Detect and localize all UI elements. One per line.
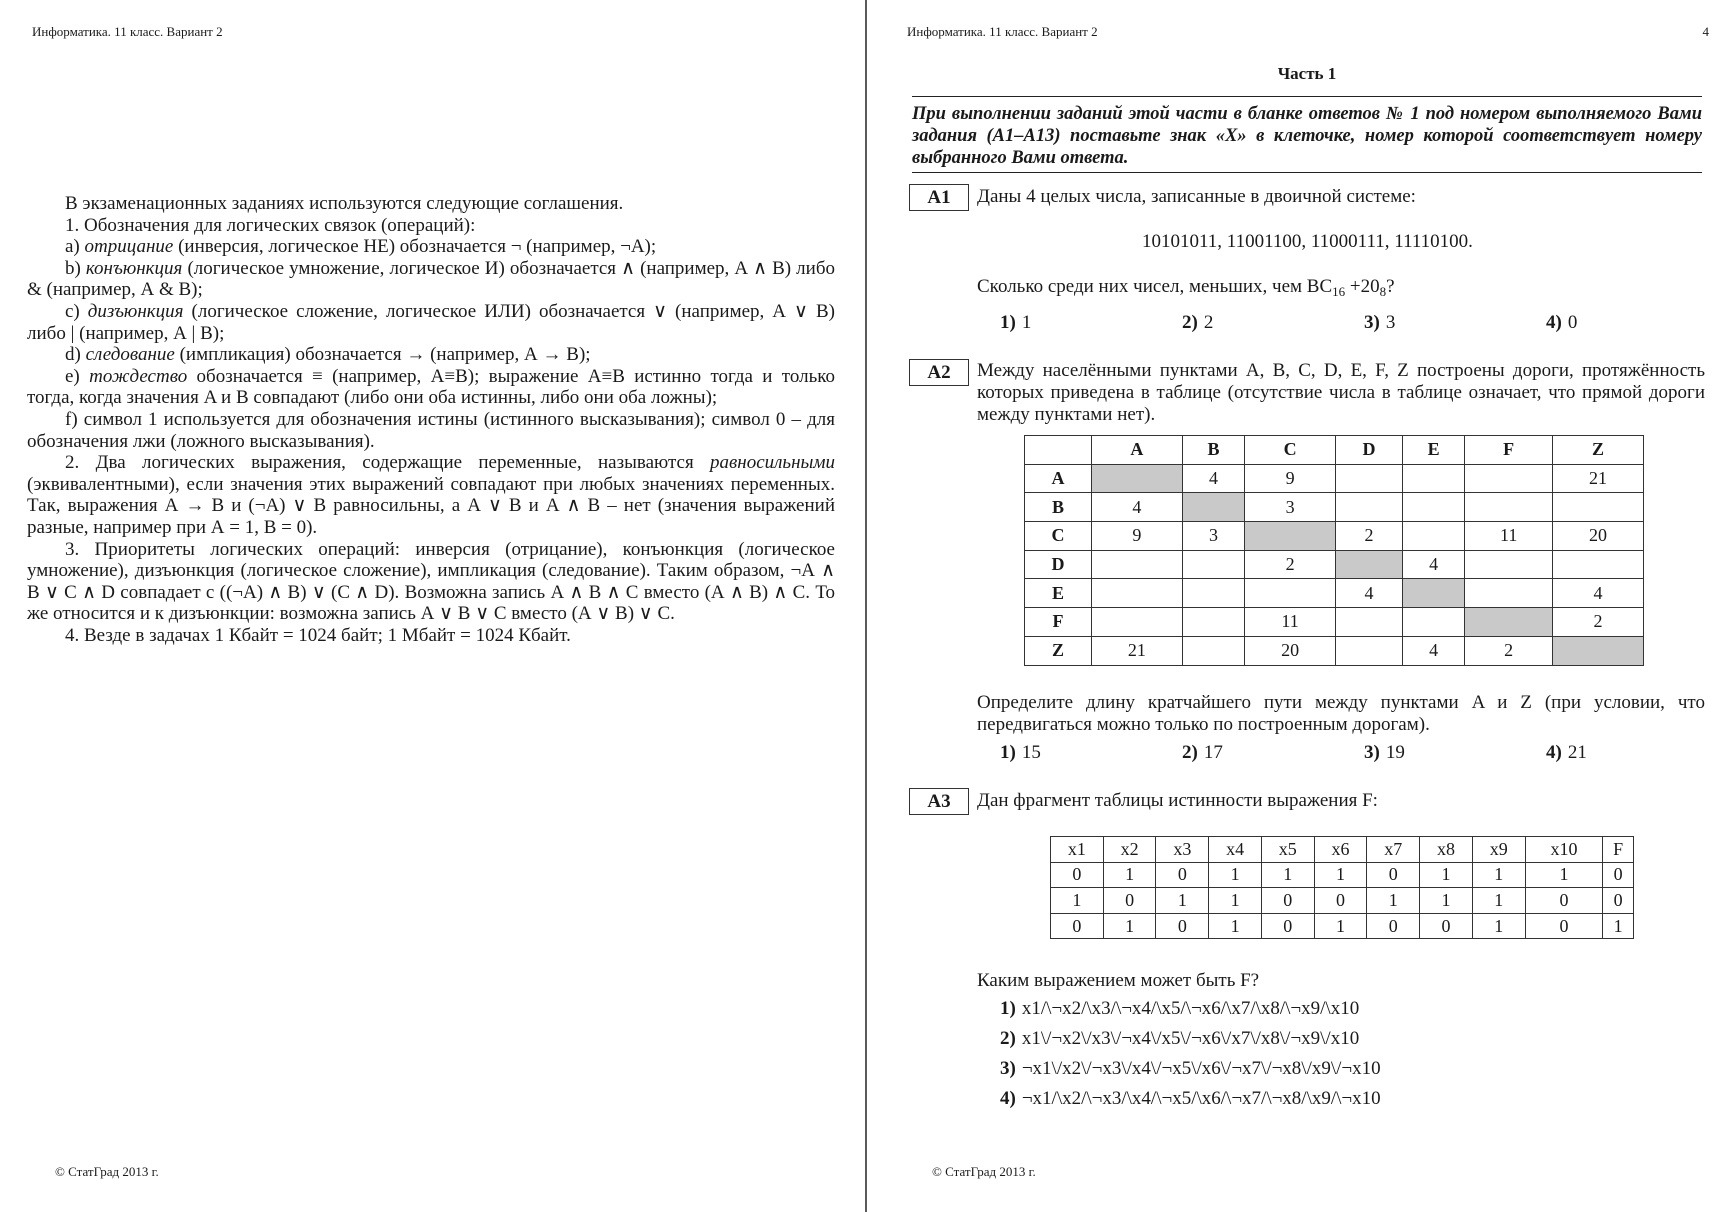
- distance-cell-diagonal: [1553, 636, 1644, 665]
- truth-cell: 0: [1603, 862, 1634, 888]
- truth-col-header: x8: [1420, 837, 1473, 863]
- truth-cell: 1: [1420, 888, 1473, 914]
- a3-option-4[interactable]: 4) ¬x1/\x2/\¬x3/\x4/\¬x5/\x6/\¬x7/\¬x8/\x9/\¬x10: [1000, 1088, 1381, 1109]
- distance-cell: 2: [1245, 550, 1336, 579]
- truth-cell: 1: [1261, 862, 1314, 888]
- distance-col-header: F: [1465, 436, 1553, 465]
- distance-col-header: D: [1336, 436, 1403, 465]
- truth-cell: 0: [1051, 913, 1104, 939]
- truth-cell: 0: [1525, 913, 1603, 939]
- a1-option-2[interactable]: 2) 2: [1182, 312, 1214, 333]
- distance-cell-diagonal: [1091, 464, 1182, 493]
- truth-cell: 1: [1051, 888, 1104, 914]
- distance-cell: 3: [1245, 493, 1336, 522]
- distance-cell: [1182, 550, 1244, 579]
- distance-cell: 9: [1091, 522, 1182, 551]
- a2-option-3[interactable]: 3) 19: [1364, 742, 1405, 763]
- distance-cell: 2: [1553, 608, 1644, 637]
- distance-cell: 3: [1182, 522, 1244, 551]
- a1-question: Сколько среди них чисел, меньших, чем $BC_{16} +20_8$?: [977, 276, 1395, 299]
- distance-cell: [1403, 522, 1465, 551]
- a2-option-1[interactable]: 1) 15: [1000, 742, 1041, 763]
- right-running-header: Информатика. 11 класс. Вариант 2: [907, 24, 1098, 39]
- distance-cell: [1465, 464, 1553, 493]
- distance-row-header: B: [1025, 493, 1092, 522]
- convention-4: 4. Везде в задачах 1 Кбайт = 1024 байт; 1 Мбайт = 1024 Кбайт.: [65, 624, 571, 646]
- distance-table-row: [1025, 636, 1644, 665]
- truth-cell: 0: [1261, 913, 1314, 939]
- truth-cell: 1: [1209, 888, 1262, 914]
- truth-col-header: x2: [1103, 837, 1156, 863]
- a1-option-4[interactable]: 4) 0: [1546, 312, 1578, 333]
- distance-col-header: E: [1403, 436, 1465, 465]
- truth-cell: 0: [1314, 888, 1367, 914]
- truth-cell: 0: [1261, 888, 1314, 914]
- truth-col-header: x9: [1472, 837, 1525, 863]
- truth-cell: 1: [1367, 888, 1420, 914]
- convention-e: e) тождество обозначается ≡ (например, A≡B); выражение A≡B истинно тогда и только тогда, когда значения A и B совпадают (либо они оба истинны, либо они оба ложны);: [27, 365, 835, 409]
- a2-text: Между населёнными пунктами A, B, C, D, E, F, Z построены дороги, протяжённость которых приведена в таблице (отсутствие числа в таблице означает, что прямой дороги между пунктами нет).: [977, 360, 1705, 425]
- distance-table-corner: [1025, 436, 1092, 465]
- distance-table-row: [1025, 550, 1644, 579]
- convention-f: f) символ 1 используется для обозначения истины (истинного высказывания); символ 0 – для обозначения лжи (ложного высказывания).: [27, 408, 835, 452]
- distance-cell: 21: [1553, 464, 1644, 493]
- truth-cell: 0: [1051, 862, 1104, 888]
- left-running-header: Информатика. 11 класс. Вариант 2: [32, 24, 223, 39]
- distance-cell: [1465, 550, 1553, 579]
- distance-row-header: F: [1025, 608, 1092, 637]
- distance-cell: [1091, 608, 1182, 637]
- distance-cell: [1553, 493, 1644, 522]
- page-number: 4: [1702, 24, 1709, 39]
- a3-text: Дан фрагмент таблицы истинности выражения F:: [977, 790, 1378, 811]
- distance-row-header: C: [1025, 522, 1092, 551]
- distance-cell: 4: [1553, 579, 1644, 608]
- distance-cell: [1403, 464, 1465, 493]
- distance-col-header: B: [1182, 436, 1244, 465]
- truth-col-header: x1: [1051, 837, 1104, 863]
- convention-1: 1. Обозначения для логических связок (операций):: [65, 214, 476, 236]
- truth-cell: 1: [1603, 913, 1634, 939]
- distance-cell: [1336, 464, 1403, 493]
- part-title: Часть 1: [1277, 64, 1337, 83]
- distance-col-header: C: [1245, 436, 1336, 465]
- distance-cell: [1553, 550, 1644, 579]
- distance-row-header: E: [1025, 579, 1092, 608]
- truth-cell: 1: [1420, 862, 1473, 888]
- truth-cell: 1: [1314, 862, 1367, 888]
- distance-cell: 20: [1553, 522, 1644, 551]
- distance-table-row: [1025, 579, 1644, 608]
- truth-cell: 0: [1525, 888, 1603, 914]
- distance-cell: [1245, 579, 1336, 608]
- a1-option-3[interactable]: 3) 3: [1364, 312, 1396, 333]
- distance-cell: 4: [1336, 579, 1403, 608]
- truth-col-header: x6: [1314, 837, 1367, 863]
- distance-cell: 4: [1182, 464, 1244, 493]
- truth-col-header: F: [1603, 837, 1634, 863]
- distance-cell: 4: [1403, 550, 1465, 579]
- a1-text: Даны 4 целых числа, записанные в двоичной системе:: [977, 186, 1416, 207]
- truth-cell: 0: [1156, 913, 1209, 939]
- distance-table-row: [1025, 522, 1644, 551]
- truth-cell: 0: [1156, 862, 1209, 888]
- left-footer: © СтатГрад 2013 г.: [55, 1164, 159, 1179]
- truth-cell: 1: [1472, 888, 1525, 914]
- a3-option-3[interactable]: 3) ¬x1\/x2\/¬x3\/x4\/¬x5\/x6\/¬x7\/¬x8\/x9\/¬x10: [1000, 1058, 1381, 1079]
- task-label-a3: A3: [909, 788, 969, 815]
- convention-c: c) дизъюнкция (логическое сложение, логическое ИЛИ) обозначается ∨ (например, А ∨ В) либо | (например, А | В);: [27, 300, 835, 344]
- conventions-section: [27, 193, 835, 646]
- truth-col-header: x5: [1261, 837, 1314, 863]
- truth-table-row: [1051, 862, 1634, 888]
- distance-cell: [1403, 608, 1465, 637]
- distance-cell: [1336, 608, 1403, 637]
- truth-table-row: [1051, 913, 1634, 939]
- distance-cell: 11: [1465, 522, 1553, 551]
- a3-option-2[interactable]: 2) x1\/¬x2\/x3\/¬x4\/x5\/¬x6\/x7\/x8\/¬x9\/x10: [1000, 1028, 1360, 1049]
- truth-cell: 1: [1103, 862, 1156, 888]
- distance-cell: 4: [1091, 493, 1182, 522]
- truth-cell: 0: [1603, 888, 1634, 914]
- truth-cell: 1: [1472, 862, 1525, 888]
- distance-cell-diagonal: [1245, 522, 1336, 551]
- distance-cell: 2: [1465, 636, 1553, 665]
- distance-cell: 4: [1403, 636, 1465, 665]
- task-label-a1: A1: [909, 184, 969, 211]
- truth-cell: 0: [1420, 913, 1473, 939]
- truth-table-header-row: [1051, 837, 1634, 863]
- truth-table-row: [1051, 888, 1634, 914]
- truth-cell: 0: [1367, 913, 1420, 939]
- distance-table: [1024, 435, 1644, 666]
- distance-cell: 9: [1245, 464, 1336, 493]
- truth-table: [1050, 836, 1634, 939]
- distance-cell-diagonal: [1336, 550, 1403, 579]
- a1-option-1[interactable]: 1) 1: [1000, 312, 1032, 333]
- truth-col-header: x3: [1156, 837, 1209, 863]
- distance-cell: [1465, 579, 1553, 608]
- distance-table-header-row: [1025, 436, 1644, 465]
- convention-d: d) следование (импликация) обозначается → (например, А → В);: [65, 344, 591, 366]
- conventions-intro: В экзаменационных заданиях используются следующие соглашения.: [65, 193, 624, 214]
- a3-option-1[interactable]: 1) x1/\¬x2/\x3/\¬x4/\x5/\¬x6/\x7/\x8/\¬x9/\x10: [1000, 998, 1360, 1019]
- distance-cell: 11: [1245, 608, 1336, 637]
- distance-cell-diagonal: [1403, 579, 1465, 608]
- a2-option-4[interactable]: 4) 21: [1546, 742, 1587, 763]
- convention-3: 3. Приоритеты логических операций: инверсия (отрицание), конъюнкция (логическое умножение), дизъюнкция (логическое сложение), импликация (следование). Таким образом, ¬А ∧ В ∨ С ∧ D совпадает с ((¬А) ∧ В) ∨ (С ∧ D). Возможна запись А ∧ В ∧ С вместо (А ∧ В) ∧ С. То же относится и к дизъюнкции: возможна запись А ∨ В ∨ С вместо (А ∨ В) ∨ С.: [27, 538, 835, 625]
- distance-cell: [1465, 493, 1553, 522]
- distance-cell: [1182, 579, 1244, 608]
- convention-a: a) отрицание (инверсия, логическое НЕ) обозначается ¬ (например, ¬А);: [65, 236, 657, 258]
- truth-cell: 1: [1209, 862, 1262, 888]
- distance-cell-diagonal: [1465, 608, 1553, 637]
- truth-cell: 0: [1103, 888, 1156, 914]
- distance-cell: [1336, 493, 1403, 522]
- truth-cell: 1: [1525, 862, 1603, 888]
- truth-col-header: x7: [1367, 837, 1420, 863]
- a1-numbers: 10101011, 11001100, 11000111, 11110100.: [1142, 231, 1473, 252]
- distance-cell-diagonal: [1182, 493, 1244, 522]
- truth-cell: 1: [1472, 913, 1525, 939]
- distance-cell: 21: [1091, 636, 1182, 665]
- bottom-rule: [912, 172, 1702, 173]
- distance-cell: [1182, 636, 1244, 665]
- truth-cell: 0: [1367, 862, 1420, 888]
- top-rule: [912, 96, 1702, 97]
- distance-table-row: [1025, 608, 1644, 637]
- distance-cell: 20: [1245, 636, 1336, 665]
- distance-table-row: [1025, 464, 1644, 493]
- distance-cell: [1091, 579, 1182, 608]
- convention-b: b) конъюнкция (логическое умножение, логическое И) обозначается ∧ (например, А ∧ В) либо & (например, А & В);: [27, 257, 835, 301]
- distance-col-header: Z: [1553, 436, 1644, 465]
- distance-cell: [1403, 493, 1465, 522]
- distance-cell: [1336, 636, 1403, 665]
- distance-cell: [1091, 550, 1182, 579]
- truth-col-header: x10: [1525, 837, 1603, 863]
- distance-cell: 2: [1336, 522, 1403, 551]
- distance-row-header: Z: [1025, 636, 1092, 665]
- a2-question: Определите длину кратчайшего пути между пунктами A и Z (при условии, что передвигаться можно только по построенным дорогам).: [977, 692, 1705, 735]
- distance-row-header: D: [1025, 550, 1092, 579]
- a2-option-2[interactable]: 2) 17: [1182, 742, 1223, 763]
- task-label-a2: A2: [909, 359, 969, 386]
- truth-cell: 1: [1209, 913, 1262, 939]
- truth-col-header: x4: [1209, 837, 1262, 863]
- distance-col-header: A: [1091, 436, 1182, 465]
- convention-2: 2. Два логических выражения, содержащие переменные, называются равносильными (эквивалентными), если значения этих выражений совпадают при любых значениях переменных. Так, выражения А → В и (¬А) ∨ В равносильны, а А ∨ В и А ∧ В – нет (значения выражений разные, например при А = 1, В = 0).: [27, 452, 835, 538]
- distance-cell: [1182, 608, 1244, 637]
- truth-cell: 1: [1156, 888, 1209, 914]
- truth-cell: 1: [1314, 913, 1367, 939]
- distance-table-row: [1025, 493, 1644, 522]
- truth-cell: 1: [1103, 913, 1156, 939]
- distance-row-header: A: [1025, 464, 1092, 493]
- instructions: При выполнении заданий этой части в бланке ответов № 1 под номером выполняемого Вами задания (А1–А13) поставьте знак «X» в клеточке, номер которой соответствует номеру выбранного Вами ответа.: [912, 104, 1702, 168]
- a3-question: Каким выражением может быть F?: [977, 970, 1260, 991]
- right-footer: © СтатГрад 2013 г.: [932, 1164, 1036, 1179]
